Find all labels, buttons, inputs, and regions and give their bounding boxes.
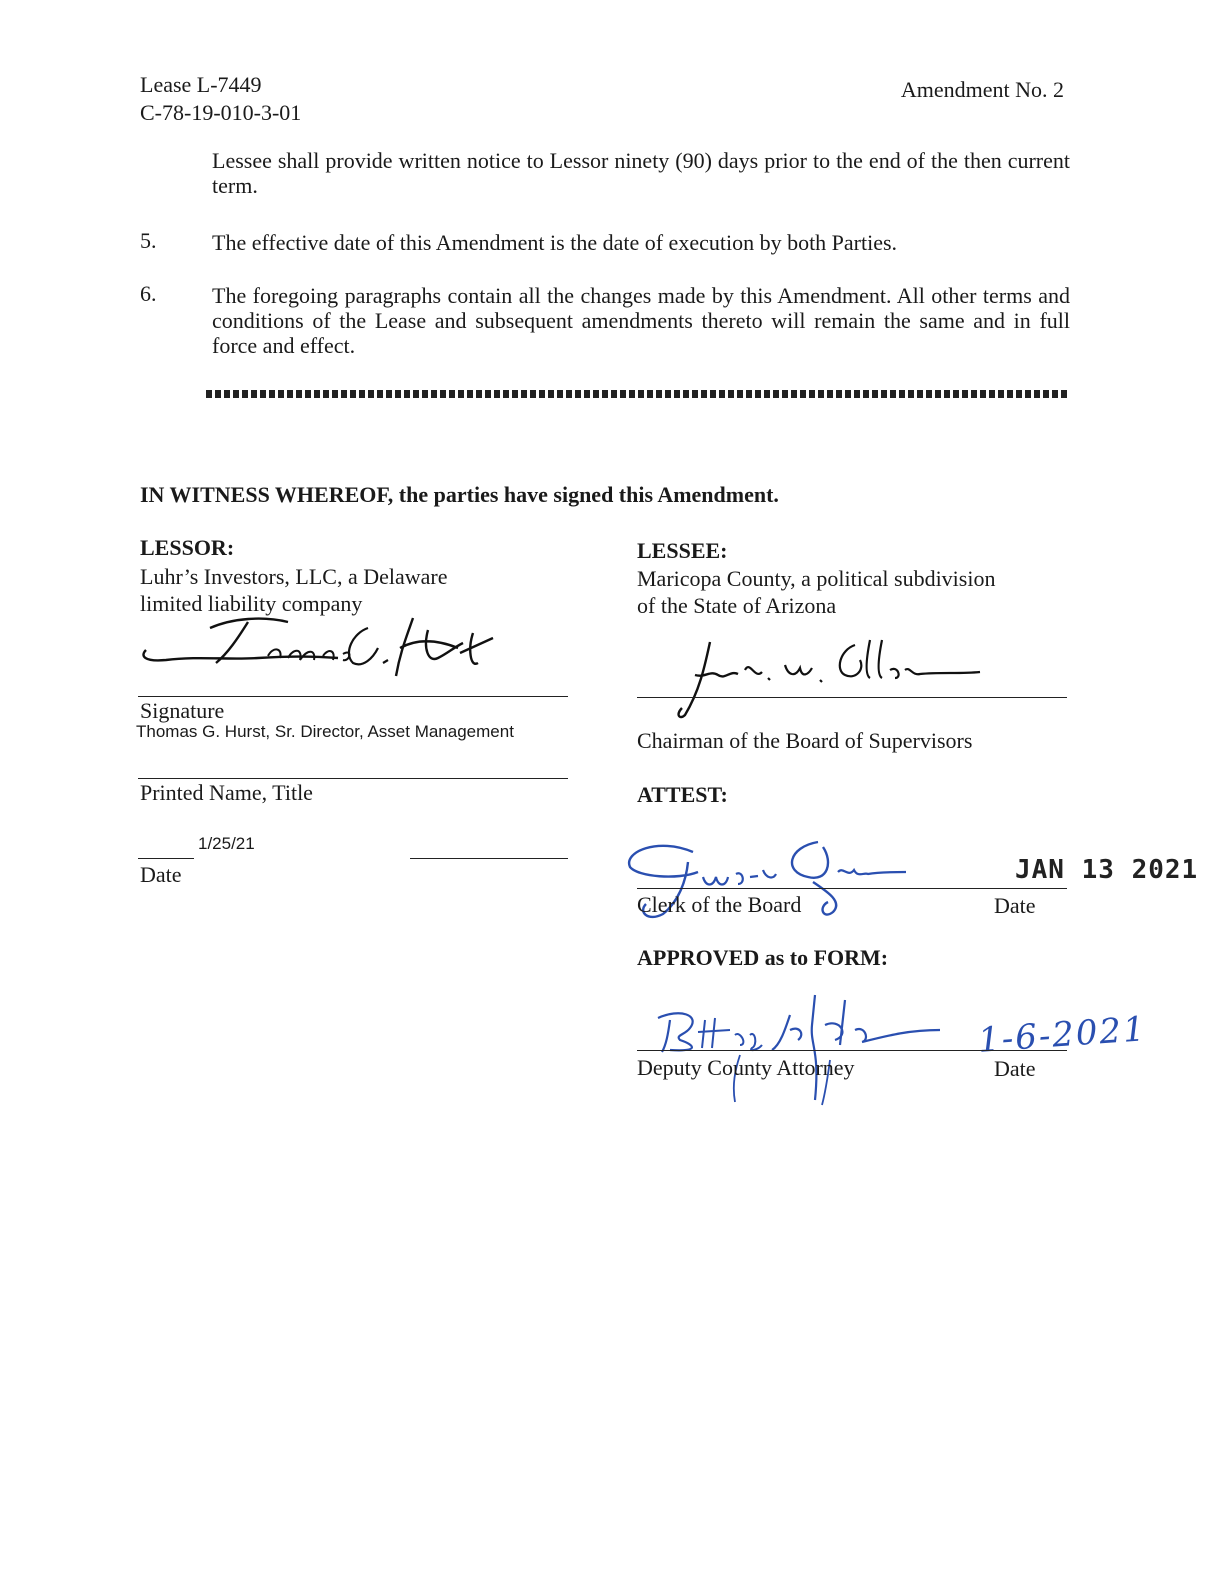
continuation-paragraph: Lessee shall provide written notice to Lessor ninety (90) days prior to the end of the then current term.	[212, 148, 1070, 198]
lessor-printed-name-line	[138, 778, 568, 779]
lessor-name-line2: limited liability company	[140, 591, 363, 616]
lessor-date-value: 1/25/21	[198, 834, 255, 853]
clerk-date-stamp: JAN 13 2021	[1015, 855, 1199, 885]
chairman-signature-line	[637, 697, 1067, 698]
contract-number: C-78-19-010-3-01	[140, 100, 302, 125]
attorney-signature-line	[637, 1050, 1067, 1051]
lessee-heading: LESSEE:	[637, 538, 728, 563]
attorney-label: Deputy County Attorney	[637, 1055, 855, 1080]
lessor-typed-name: Thomas G. Hurst, Sr. Director, Asset Management	[136, 722, 514, 741]
lessee-name-line1: Maricopa County, a political subdivision	[637, 566, 996, 591]
lessor-signature	[138, 608, 508, 688]
lessor-date-line-left	[138, 858, 194, 859]
lessor-date-line-right	[410, 858, 568, 859]
clerk-signature-line	[637, 888, 1067, 889]
lessor-signature-line	[138, 696, 568, 697]
lessor-signature-label: Signature	[140, 698, 225, 723]
clerk-date-label: Date	[994, 893, 1036, 918]
lessee-name-line2: of the State of Arizona	[637, 593, 837, 618]
amendment-number: Amendment No. 2	[900, 77, 1064, 102]
lessor-date-label: Date	[140, 862, 182, 887]
item-number-6: 6.	[140, 281, 157, 306]
lease-number: Lease L-7449	[140, 72, 262, 97]
clerk-label: Clerk of the Board	[637, 892, 802, 917]
chairman-label: Chairman of the Board of Supervisors	[637, 728, 973, 753]
dotted-separator	[206, 390, 1068, 398]
chairman-signature	[670, 630, 990, 725]
attest-heading: ATTEST:	[637, 782, 728, 807]
lessor-heading: LESSOR:	[140, 535, 235, 560]
witness-statement: IN WITNESS WHEREOF, the parties have signed this Amendment.	[140, 482, 779, 507]
lessor-name-line1: Luhr’s Investors, LLC, a Delaware	[140, 564, 448, 589]
printed-name-label: Printed Name, Title	[140, 780, 313, 805]
approved-heading: APPROVED as to FORM:	[637, 945, 889, 970]
item-text-5: The effective date of this Amendment is the date of execution by both Parties.	[212, 230, 898, 255]
item-text-6: The foregoing paragraphs contain all the changes made by this Amendment. All other terms and conditions of the Lease and subsequent amendments thereto will remain the same and in full force and effect.	[212, 283, 1070, 358]
attorney-date-handwritten: 1-6-2021	[976, 1009, 1148, 1061]
attorney-date-label: Date	[994, 1056, 1036, 1081]
item-number-5: 5.	[140, 228, 157, 253]
